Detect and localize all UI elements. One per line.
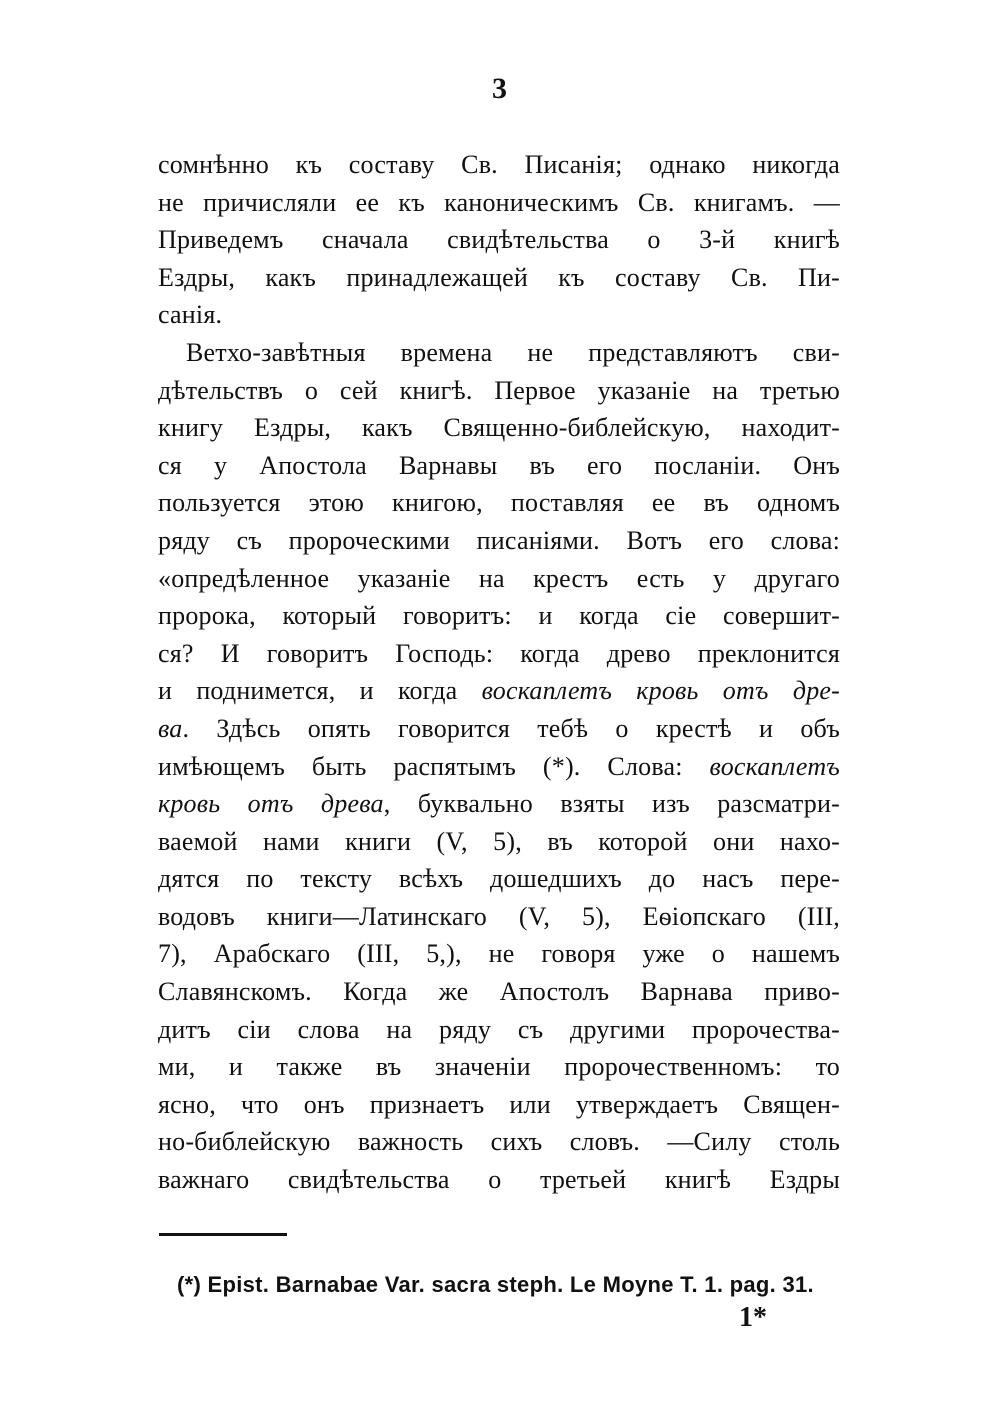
text-line: не причисляли ее къ каноническимъ Св. книгамъ. — <box>158 187 840 217</box>
text-line: Приведемъ сначала свидѣтельства о 3-й книгѣ <box>158 225 840 255</box>
text-line: дитъ сіи слова на ряду съ другими пророчества- <box>158 1014 840 1044</box>
text-line: «опредѣленное указаніе на крестъ есть у другаго <box>158 563 840 593</box>
text-line: ми, и также въ значеніи пророчественномъ: то <box>158 1052 840 1082</box>
text-line: дѣтельствъ о сей книгѣ. Первое указаніе на третью <box>158 375 840 405</box>
text-line: ся? И говоритъ Господь: когда древо преклонится <box>158 638 840 668</box>
text-line: пророка, который говоритъ: и когда сіе совершит- <box>158 601 840 631</box>
text-line: Славянскомъ. Когда же Апостолъ Варнава приво- <box>158 977 840 1007</box>
text-run: имѣющемъ быть распятымъ (*). Слова: <box>158 751 710 781</box>
text-line <box>158 748 840 786</box>
italic-quote: кровь отъ древа <box>158 789 384 819</box>
text-line: ясно, что онъ признаетъ или утверждаетъ Священ- <box>158 1089 840 1119</box>
text-line <box>158 785 840 823</box>
text-line: книгу Ездры, какъ Священно-библейскую, находит- <box>158 413 840 443</box>
text-line: 7), Арабскаго (III, 5,), не говоря уже о нашемъ <box>158 939 840 969</box>
italic-quote: воскаплетъ кровь отъ дре- <box>481 676 840 706</box>
text-line: санія. <box>158 300 223 330</box>
text-run: , буквально взяты изъ разсматри- <box>383 789 840 819</box>
signature-mark: 1* <box>739 1302 767 1333</box>
text-line: ряду съ пророческими писаніями. Вотъ его слова: <box>158 525 840 555</box>
text-run: . Здѣсь опять говорится тебѣ о крестѣ и объ <box>182 713 840 743</box>
text-line: сомнѣнно къ составу Св. Писанія; однако никогда <box>158 150 840 179</box>
text-line <box>158 672 840 710</box>
text-line: дятся по тексту всѣхъ дошедшихъ до насъ пере- <box>158 864 840 894</box>
text-line <box>158 710 840 748</box>
footnote-divider <box>159 1233 287 1236</box>
text-line: важнаго свидѣтельства о третьей книгѣ Ездры <box>158 1165 840 1195</box>
footnote: (*) Epist. Barnabae Var. sacra steph. Le Moyne T. 1. pag. 31. <box>177 1272 814 1297</box>
italic-quote: воскаплетъ <box>709 751 840 781</box>
text-run: и поднимется, и когда <box>158 676 482 706</box>
page-number: 3 <box>492 72 508 105</box>
text-line: пользуется этою книгою, поставляя ее въ одномъ <box>158 488 840 518</box>
text-line: Ветхо-завѣтныя времена не представляютъ сви- <box>186 337 840 367</box>
text-line: ваемой нами книги (V, 5), въ которой они нахо- <box>158 826 840 856</box>
text-line: но-библейскую важность сихъ словъ. —Силу столь <box>158 1127 840 1157</box>
text-line: ся у Апостола Варнавы въ его посланіи. Онъ <box>158 450 840 480</box>
text-line: водовъ книги—Латинскаго (V, 5), Еѳіопскаго (III, <box>158 901 840 931</box>
italic-quote: ва <box>158 713 183 743</box>
body-text <box>158 146 840 1199</box>
text-line: Ездры, какъ принадлежащей къ составу Св. Пи- <box>158 262 840 292</box>
